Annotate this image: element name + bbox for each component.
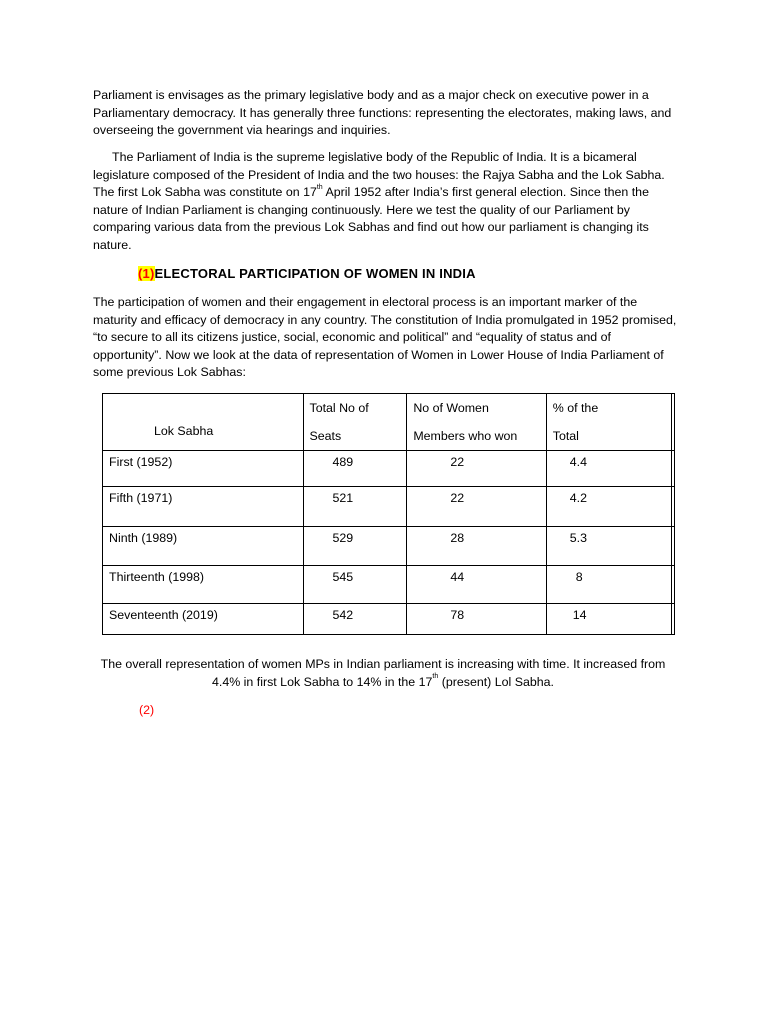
pct-cell [546,604,671,635]
women-value: 22 [450,455,465,469]
women-representation-table [102,393,675,635]
lok-sabha-cell [103,451,304,487]
superscript: th [432,673,439,681]
women-value: 78 [450,608,465,622]
lok-sabha-cell [103,487,304,527]
summary-text: The overall representation of women MPs in Indian parliament is increasing with time. It increased from 4.4% in first Lok Sabha to 14% in the 17 [100,657,666,689]
header-lok-sabha: Lok Sabha [154,424,214,438]
pct-value: 4.2 [569,491,587,505]
summary-text: (present) Lol Sabha. [438,674,554,689]
summary-paragraph [93,656,673,691]
parliament-of-india-paragraph [93,149,683,254]
spacer-cell [671,566,674,604]
paragraph-text: The Parliament of India is the supreme legislative body of the Republic of India. It is a bicameral legislature composed of the President of India and the two houses: the Rajya Sabha and the Lok Sabha. The first Lok Sabha was constitute on 17 [93,150,665,199]
lok-sabha-value: Fifth (1971) [109,491,173,505]
section-title: ELECTORAL PARTICIPATION OF WOMEN IN INDIA [154,266,476,281]
header-women-line2: Members who won [413,429,518,443]
header-cell [303,394,407,451]
lok-sabha-cell [103,566,304,604]
seats-cell [303,451,407,487]
pct-cell [546,487,671,527]
table-row [103,487,675,527]
spacer-cell [671,604,674,635]
table-header-row [103,394,675,451]
seats-cell [303,527,407,566]
header-total-seats-line1: Total No of [309,401,369,415]
women-value: 22 [450,491,465,505]
pct-cell [546,451,671,487]
seats-cell [303,566,407,604]
section-number: (1) [138,266,155,281]
header-cell [546,394,671,451]
seats-value: 529 [332,531,354,545]
spacer-cell [671,394,674,451]
pct-cell [546,527,671,566]
section-heading [138,266,476,281]
women-value: 44 [450,570,465,584]
seats-value: 545 [332,570,354,584]
women-cell [407,527,546,566]
women-cell [407,451,546,487]
pct-value: 8 [575,570,583,584]
spacer-cell [671,527,674,566]
table-row [103,527,675,566]
lok-sabha-value: Seventeenth (2019) [109,608,218,622]
header-pct-line2: Total [552,429,579,443]
spacer-cell [671,487,674,527]
women-cell [407,566,546,604]
table-row [103,604,675,635]
paragraph-text: April 1952 after India’s first general election. Since then the nature of Indian Parliament is changing continuously. Here we test the quality of our Parliament by comparing various data from the previous Lok Sabhas and find out how our parliament is changing its nature. [93,185,649,252]
lok-sabha-value: Thirteenth (1998) [109,570,205,584]
superscript: th [316,183,323,191]
section-number-2: (2) [139,703,155,717]
seats-cell [303,604,407,635]
lok-sabha-cell [103,527,304,566]
seats-value: 521 [332,491,354,505]
pct-cell [546,566,671,604]
women-cell [407,604,546,635]
pct-value: 14 [572,608,587,622]
table-row [103,566,675,604]
pct-value: 4.4 [569,455,587,469]
spacer-cell [671,451,674,487]
seats-value: 489 [332,455,354,469]
intro-paragraph: Parliament is envisages as the primary legislative body and as a major check on executive power in a Parliamentary democracy. It has generally three functions: representing the electorates, making laws, and overseeing the government via hearings and inquiries. [93,88,672,137]
header-pct-line1: % of the [552,401,599,415]
header-cell [103,394,304,451]
women-cell [407,487,546,527]
header-women-line1: No of Women [413,401,489,415]
pct-value: 5.3 [569,531,587,545]
seats-cell [303,487,407,527]
lok-sabha-value: Ninth (1989) [109,531,178,545]
seats-value: 542 [332,608,354,622]
women-value: 28 [450,531,465,545]
lok-sabha-cell [103,604,304,635]
women-participation-paragraph: The participation of women and their engagement in electoral process is an important marker of the maturity and efficacy of democracy in any country. The constitution of India promulgated in 1952 promised, “to secure to all its citizens justice, social, economic and political” and “equality of status and of opportunity”. Now we look at the data of representation of Women in Lower House of India Parliament of some previous Lok Sabhas: [93,295,677,379]
header-cell [407,394,546,451]
lok-sabha-value: First (1952) [109,455,173,469]
table-row [103,451,675,487]
header-total-seats-line2: Seats [309,429,342,443]
